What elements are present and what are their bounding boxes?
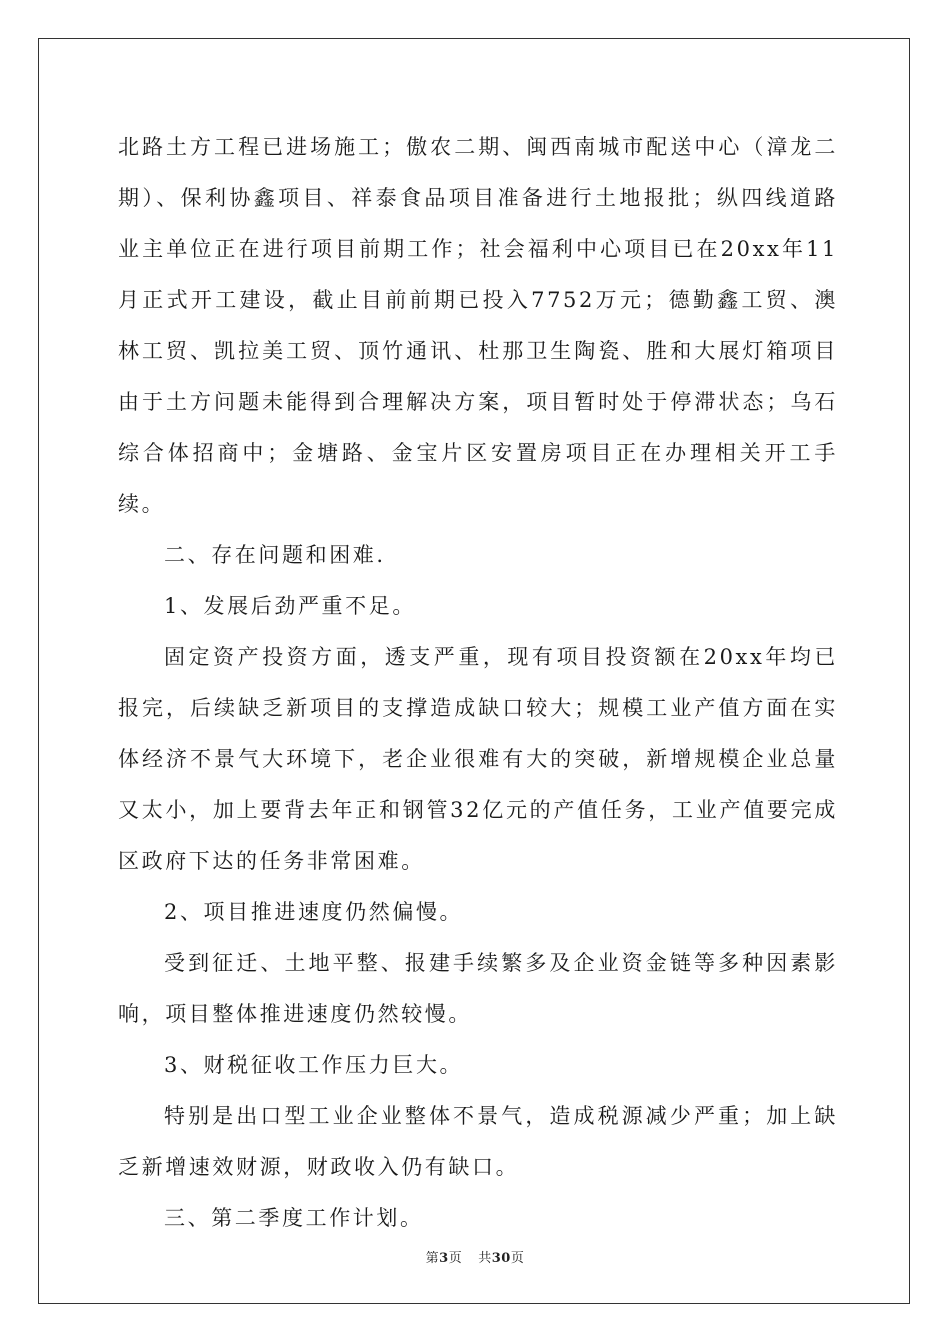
section-heading-plan: 三、第二季度工作计划。: [164, 1206, 424, 1230]
footer-total-prefix: 共: [478, 1251, 492, 1266]
footer-page-suffix: 页: [448, 1251, 463, 1266]
paragraph-investment: 固定资产投资方面，透支严重，现有项目投资额在20xx年均已报完，后续缺乏新项目的支撑造成缺口较大；规模工业产值方面在实体经济不景气大环境下，老企业很难有大的突破，新增规模企业总量又太小，加上要背去年正和钢管32亿元的产值任务，工业产值要完成区政府下达的任务非常困难。: [118, 645, 838, 873]
paragraph-continued: 北路土方工程已进场施工；傲农二期、闽西南城市配送中心（漳龙二期）、保利协鑫项目、祥泰食品项目准备进行土地报批；纵四线道路业主单位正在进行项目前期工作；社会福利中心项目已在20xx年11月正式开工建设，截止目前前期已投入7752万元；德勤鑫工贸、澳林工贸、凯拉美工贸、顶竹通讯、杜那卫生陶瓷、胜和大展灯箱项目由于土方问题未能得到合理解决方案，项目暂时处于停滞状态；乌石综合体招商中；金塘路、金宝片区安置房项目正在办理相关开工手续。: [118, 135, 838, 516]
footer-page-number: 3: [439, 1251, 449, 1266]
footer-page-prefix: 第: [425, 1251, 440, 1266]
page-footer: [0, 1247, 950, 1266]
footer-total-suffix: 页: [510, 1251, 525, 1266]
footer-total-pages: 30: [491, 1251, 511, 1266]
paragraph-project-progress: 受到征迁、土地平整、报建手续繁多及企业资金链等多种因素影响，项目整体推进速度仍然较慢。: [118, 951, 838, 1026]
paragraph-tax: 特别是出口型工业企业整体不景气，造成税源减少严重；加上缺乏新增速效财源，财政收入仍有缺口。: [118, 1104, 838, 1179]
subheading-project-progress: 2、项目推进速度仍然偏慢。: [164, 900, 464, 924]
subheading-tax: 3、财税征收工作压力巨大。: [164, 1053, 464, 1077]
subheading-development: 1、发展后劲严重不足。: [164, 594, 416, 618]
section-heading-problems: 二、存在问题和困难.: [164, 543, 386, 567]
document-body: [118, 122, 838, 1244]
